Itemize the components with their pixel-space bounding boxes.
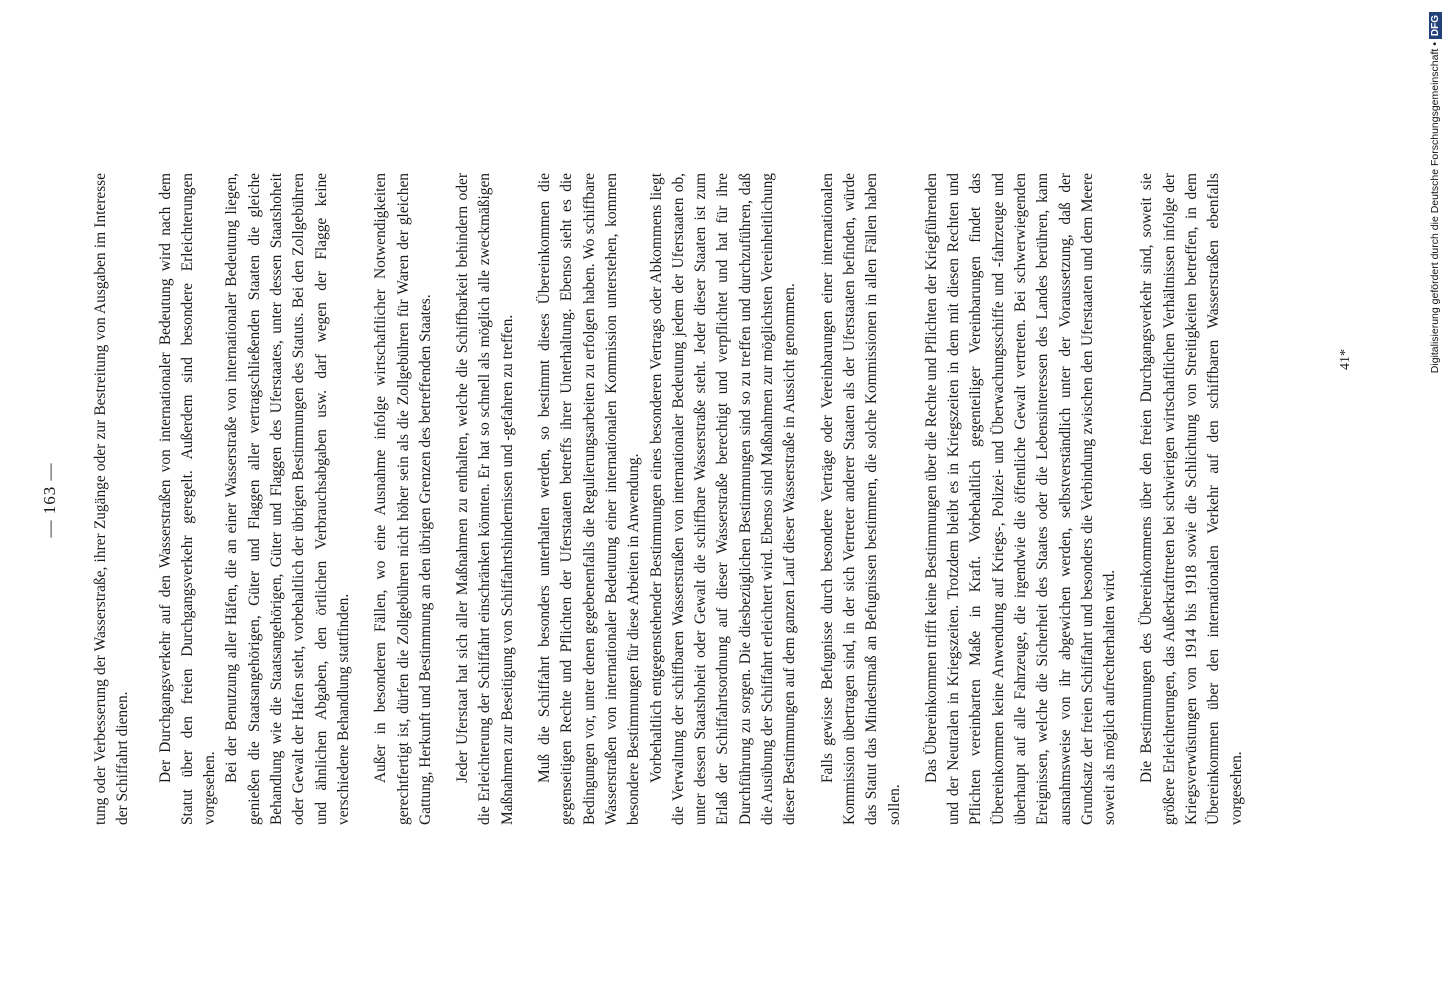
digitization-credit [1425,0,1445,1000]
credit-text: Digitalisierung gefördert durch die Deutsche Forschungsgemeinschaft [1429,48,1441,374]
body-text [90,173,1248,825]
paragraph-5: Jeder Uferstaat hat sich aller Maßnahmen zu enthalten, welche die Schiffbarkeit behindern oder die Erleichterung der Schiffahrt einschränken könnten. Er hat so schnell als möglich alle zweckmäßigen Maßnahmen zur Beseitigung von Schiffahrtshindernissen und -gefahren zu treffen. [454,173,516,825]
separator: • [1429,42,1441,49]
dfg-logo-icon: DFG [1429,12,1442,39]
paragraph-10: Die Bestimmungen des Übereinkommens über den freien Durchgangsverkehr sind, soweit sie größere Erleichterungen, das Außerkrafttreten bei schwierigen wirtschaftlichen Verhältnissen infolge der Kriegsverwüstungen von 1914 bis 1918 sowie die Schlichtung von Streitigkeiten betreffen, in dem Übereinkommen über den internationalen Verkehr auf den schiffbaren Wasserstraßen ebenfalls vorgesehen. [1138,173,1245,825]
page-number: — 163 — [40,462,59,538]
paragraph-9: Das Übereinkommen trifft keine Bestimmungen über die Rechte und Pflichten der Kriegführenden und der Neutralen in Kriegszeiten. Trotzdem bleibt es in Kriegszeiten in dem mit diesen Rechten und Pflichten vereinbarten Maße in Kraft. Vorbehaltlich gegenteiliger Vereinbarungen findet das Übereinkommen keine Anwendung auf Kriegs-, Polizei- und Überwachungsschiffe und -fahrzeuge und überhaupt auf alle Fahrzeuge, die irgendwie die öffentliche Gewalt vertreten. Bei schwerwiegenden Ereignissen, welche die Sicherheit des Staates oder die Lebensinteressen des Landes berühren, kann ausnahmsweise von ihr abgewichen werden, selbstverständlich unter der Voraussetzung, daß der Grundsatz der freien Schiffahrt und besonders die Verbindung zwischen den Uferstaaten und dem Meere soweit als möglich aufrechterhalten wird. [922,173,1119,825]
paragraph-4: Außer in besonderen Fällen, wo eine Ausnahme infolge wirtschaftlicher Notwendigkeiten gerechtfertigt ist, dürfen die Zollgebühren nicht höher sein als die Zollgebühren für Waren der gleichen Gattung, Herkunft und Bestimmung an den übrigen Grenzen des betreffenden Staates. [372,173,434,825]
paragraph-7: Vorbehaltlich entgegenstehender Bestimmungen eines besonderen Vertrags oder Abkommens liegt die Verwaltung der schiffbaren Wasserstraßen von internationaler Bedeutung jedem der Uferstaaten ob, unter dessen Staatshoheit oder Gewalt die schiffbare Wasserstraße steht. Jeder dieser Staaten ist zum Erlaß der Schiffahrtsordnung auf dieser Wasserstraße berechtigt und verpflichtet und hat für ihre Durchführung zu sorgen. Die diesbezüglichen Bestimmungen sind so zu treffen und durchzuführen, daß die Ausübung der Schiffahrt erleichtert wird. Ebenso sind Maßnahmen zur möglichsten Vereinheitlichung dieser Bestimmungen auf dem ganzen Lauf dieser Wasserstraße in Aussicht genommen. [647,173,799,825]
paragraph-3: Bei der Benutzung aller Häfen, die an einer Wasserstraße von internationaler Bedeutung liegen, genießen die Staatsangehörigen, Güter und Flaggen aller vertragschließenden Staaten die gleiche Behandlung wie die Staatsangehörigen, Güter und Flaggen des Uferstaates, unter dessen Staatshoheit oder Gewalt der Hafen steht, vorbehaltlich der übrigen Bestimmungen des Statuts. Bei den Zollgebühren und ähnlichen Abgaben, den örtlichen Verbrauchsabgaben usw. darf wegen der Flagge keine verschiedene Behandlung stattfinden. [223,173,352,825]
paragraph-2: Der Durchgangsverkehr auf den Wasserstraßen von internationaler Bedeutung wird nach dem Statut über den freien Durchgangsverkehr geregelt. Außerdem sind besondere Erleichterungen vorgesehen. [156,173,219,825]
paragraph-8: Falls gewisse Befugnisse durch besondere Verträge oder Vereinbarungen einer internationalen Kommission übertragen sind, in der sich Vertreter anderer Staaten als der Uferstaaten befinden, würde das Statut das Mindestmaß an Befugnissen bestimmen, die solche Kommissionen in allen Fällen haben sollen. [818,173,903,825]
signature-mark: 41* [1338,349,1353,370]
paragraph-6: Muß die Schiffahrt besonders unterhalten werden, so bestimmt dieses Übereinkommen die gegenseitigen Rechte und Pflichten der Uferstaaten betreffs ihrer Unterhaltung. Ebenso sieht es die Bedingungen vor, unter denen gegebenenfalls die Regulierungsarbeiten zu erfolgen haben. Wo schiffbare Wasserstraßen von internationaler Bedeutung einer internationalen Kommission unterstehen, kommen besondere Bestimmungen für diese Arbeiten in Anwendung. [536,173,643,825]
paragraph-1: tung oder Verbesserung der Wasserstraße, ihrer Zugänge oder zur Bestreitung von Ausgaben im Interesse der Schiffahrt dienen. [92,173,132,825]
